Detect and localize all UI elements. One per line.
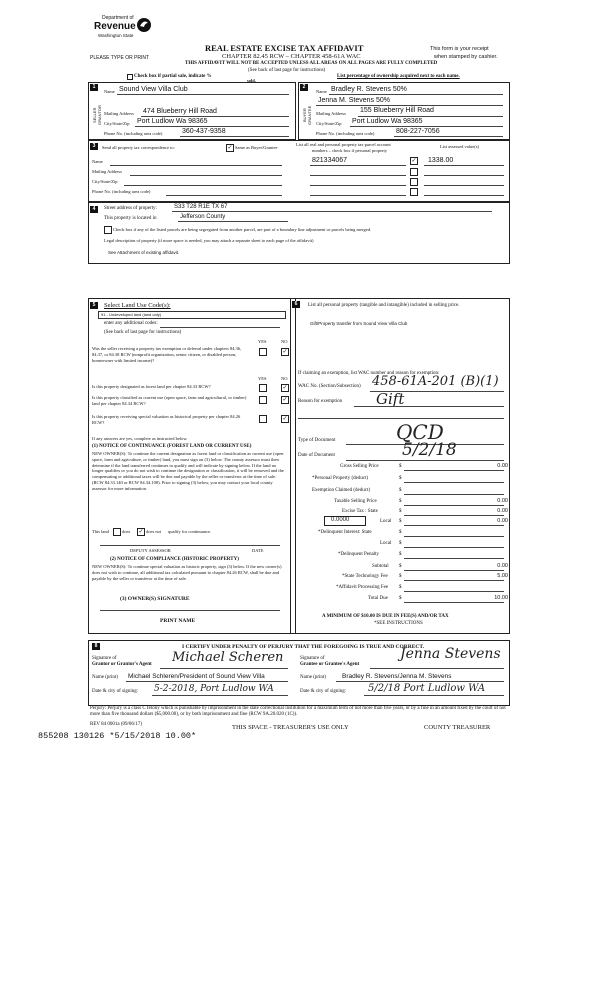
s3-phone-line (166, 195, 282, 196)
subtotal-value[interactable]: 0.00 (497, 563, 508, 569)
additional-codes-line (160, 327, 280, 328)
dor-logo-line3: Washington State (98, 33, 134, 38)
assessed-line-2 (424, 175, 504, 176)
no-header-1: NO (281, 339, 288, 344)
see-attachment[interactable]: See Attachment of existing affidavit. (108, 250, 180, 255)
grantor-print-line (126, 681, 288, 682)
parcel-header-1: List all real and personal property tax parcel account (296, 142, 391, 147)
q4-no-checkbox[interactable]: ✓ (282, 415, 288, 422)
local-dollar: $ (399, 519, 402, 524)
minimum-due-note: A MINIMUM OF $10.00 IS DUE IN FEE(S) AND/OR TAX (322, 614, 449, 619)
total-line (404, 602, 504, 603)
taxable-dollar: $ (399, 499, 402, 504)
see-instructions-note: *SEE INSTRUCTIONS (374, 621, 423, 626)
q3-yes-checkbox[interactable] (259, 396, 267, 404)
perjury-notice: Perjury: Perjury is a class C felony which is punishable by imprisonment in the state correctional institution for a maximum term of not more than five years, or by a fine in an amount fixed by the court of not more than five thousand dollars ($5,000.00), or by both imprisonment and fine (RCW 9A.20.020 (1C)). (90, 706, 506, 717)
q4-yes-checkbox[interactable] (259, 415, 267, 423)
q3-no-checkbox[interactable]: ✓ (282, 396, 288, 403)
seller-mailing-label: Mailing Address (104, 111, 134, 116)
grantee-print-label: Name (print) (300, 675, 326, 680)
grantor-signature[interactable]: Michael Scheren (172, 650, 284, 665)
tech-line (404, 580, 504, 581)
total-dollar: $ (399, 596, 402, 601)
reason-line-2 (298, 418, 504, 419)
question-3: Is this property classified as current use (open space, farm and agricultural, or timber) land per chapter 84.34 RCW? (92, 395, 247, 406)
seller-side-label: SELLER GRANTOR (92, 105, 102, 125)
no-header-2: NO (281, 376, 288, 381)
section-6-number: 6 (292, 301, 300, 308)
wa-seal-icon (136, 17, 152, 33)
s3-name-line (110, 165, 282, 166)
section-4-number: 4 (90, 206, 98, 213)
deputy-date-label: DATE (252, 548, 264, 553)
partial-sale-checkbox[interactable] (127, 74, 133, 80)
s3-city-line (124, 185, 282, 186)
continuance-body: NEW OWNER(S): To continue the current designation as forest land or classification as current use (open space, farm and agriculture, or timber) land, you must sign on (3) below. The county assessor must then determine if the land transferred continues to qualify and will indicate by signing below. If the land no longer qualifies or you do not wish to continue the designation or classification, it will be removed and the compensating or additional taxes will be due and payable by the seller or transferor at the time of sale. (RCW 84.33.140 or RCW 84.34.108). Prior to signing (3) below, you may contact your local county assessor for more information. (92, 451, 284, 491)
s3-mailing-label: Mailing Address (92, 169, 122, 174)
rate-value: 0.0000 (331, 517, 350, 523)
gift-transfer-text[interactable]: Gift/Property transfer from Sound View Villa Club (310, 321, 408, 326)
parcel-checkbox-4[interactable] (410, 188, 418, 196)
county-line (178, 221, 288, 222)
does-label: does (122, 529, 131, 534)
assessed-line-3 (424, 185, 504, 186)
parcel-checkbox-2[interactable] (410, 168, 418, 176)
buyer-side-label: BUYER GRANTEE (302, 105, 312, 125)
exemption-deduct-label: Exemption Claimed (deduct) (312, 488, 371, 493)
certify-statement: I CERTIFY UNDER PENALTY OF PERJURY THAT THE FOREGOING IS TRUE AND CORRECT. (182, 644, 425, 650)
receipt-stamp: 855208 130126 *5/15/2018 10.00* (38, 731, 197, 741)
state-dollar: $ (399, 509, 402, 514)
section-3-number: 3 (90, 143, 98, 150)
print-name-label: PRINT NAME (160, 618, 196, 624)
parcel-line-2 (310, 175, 406, 176)
section-2-number: 2 (300, 84, 308, 91)
grantee-sig-label-2: Grantee or Grantee's Agent (300, 662, 360, 667)
assessed-value[interactable]: 1338.00 (428, 157, 454, 164)
land-use-select[interactable] (98, 311, 286, 319)
reason-value[interactable]: Gift (376, 390, 405, 408)
state-tax-label: Excise Tax : State (342, 509, 378, 514)
seller-phone-label: Phone No. (including area code) (104, 131, 163, 136)
seller-phone-line (180, 136, 289, 137)
question-1: Was the seller receiving a property tax exemption or deferral under chapters 84.36, 84.37, or 84.38 RCW (nonprofit organization, senior citizen, or disabled person, homeowner with limited income)? (92, 346, 242, 363)
section-8-number: 8 (92, 643, 100, 650)
buyer-name1-line (329, 94, 503, 95)
gross-line (404, 470, 504, 471)
grantee-date-line (364, 695, 504, 696)
owner-sig-line (100, 610, 280, 611)
partial-sale-label: Check box if partial sale, indicate % (134, 74, 212, 79)
yes-header-1: YES (258, 339, 267, 344)
county-value[interactable]: Jefferson County (180, 214, 226, 220)
legal-desc-label: Legal description of property (if more space is needed, you may attach a separate sheet to each page of the affidavit) (104, 238, 314, 243)
delinquent-local-label: Local (380, 541, 392, 546)
grantor-print-label: Name (print) (92, 675, 118, 680)
delinq-pen-line (404, 558, 504, 559)
segregated-checkbox[interactable] (104, 226, 112, 234)
county-treasurer-label: COUNTY TREASURER (424, 724, 491, 731)
located-label: This property is located in (104, 216, 157, 221)
buyer-city-value[interactable]: Port Ludlow Wa 98365 (352, 118, 423, 125)
assessed-line-4 (424, 195, 504, 196)
reason-line (354, 406, 504, 407)
see-back: (See back of last page for instructions) (248, 68, 326, 73)
wac-label: WAC No. (Section/Subsection) (298, 384, 361, 389)
owner-signature-label: (3) OWNER(S) SIGNATURE (120, 596, 190, 602)
grantee-date-city-label: Date & city of signing: (300, 689, 347, 694)
affidavit-line (404, 591, 504, 592)
section-1-number: 1 (90, 84, 98, 91)
buyer-name2-line (316, 105, 503, 106)
parcel-checkbox-1[interactable]: ✓ (411, 157, 417, 164)
gross-dollar: $ (399, 464, 402, 469)
grantor-sig-label-2: Grantor or Grantor's Agent (92, 662, 152, 667)
q1-no-checkbox[interactable]: ✓ (282, 348, 288, 355)
street-value[interactable]: S33 T28 R1E TX 67 (174, 204, 228, 210)
reason-label: Reason for exemption (298, 399, 343, 404)
if-yes-note: If any answers are yes, complete as instructed below. (92, 436, 188, 441)
buyer-phone-label: Phone No. (including area code) (316, 131, 375, 136)
subtotal-line (404, 570, 504, 571)
total-due-value[interactable]: 10.00 (494, 595, 508, 601)
s3-city-label: City/State/Zip (92, 179, 118, 184)
grantee-sig-line (370, 668, 504, 669)
rate-box[interactable] (324, 516, 366, 526)
personal-line (404, 482, 504, 483)
dor-logo-line2: Revenue (94, 21, 136, 32)
q1-yes-checkbox[interactable] (259, 348, 267, 356)
parcel-line-4 (310, 195, 406, 196)
question-2: Is this property designated as forest land per chapter 84.33 RCW? (92, 384, 211, 389)
sold-label: sold. (247, 78, 256, 83)
exemption-dollar: $ (399, 488, 402, 493)
gross-label: Gross Selling Price (340, 464, 379, 469)
grantor-date-city-label: Date & city of signing: (92, 689, 139, 694)
subtotal-label: Subtotal (372, 564, 389, 569)
buyer-mailing-label: Mailing Address (316, 111, 346, 116)
seller-mailing-line (141, 116, 289, 117)
grantor-print-value[interactable]: Michael Schleren/President of Sound View Villa (128, 673, 265, 680)
exemption-line (404, 494, 504, 495)
q2-no-checkbox[interactable]: ✓ (282, 384, 288, 391)
seller-mailing-value[interactable]: 474 Blueberry Hill Road (143, 108, 217, 115)
wac-value[interactable]: 458-61A-201 (B)(1) (372, 374, 499, 389)
grantor-sig-label-1: Signature of (92, 656, 117, 661)
tech-fee-label: *State Technology Fee (342, 574, 388, 579)
buyer-phone-line (394, 136, 503, 137)
buyer-mailing-line (358, 116, 503, 117)
s3-phone-label: Phone No. (including area code) (92, 189, 151, 194)
local-tax-value[interactable]: 0.00 (497, 518, 508, 524)
personal-deduct-label: *Personal Property (deduct) (312, 476, 369, 481)
grantor-date-line (152, 695, 288, 696)
s3-mailing-line (130, 175, 282, 176)
grantee-signature[interactable]: Jenna Stevens (400, 646, 501, 662)
grantee-print-line (336, 681, 504, 682)
tech-fee-value[interactable]: 5.00 (497, 573, 508, 579)
receipt-note-2: when stamped by cashier. (434, 54, 498, 60)
list-pct-label: List percentage of ownership acquired next to each name. (337, 74, 460, 79)
local-line (404, 525, 504, 526)
type-doc-value[interactable]: QCD (396, 420, 444, 444)
street-line (172, 211, 492, 212)
buyer-name1-value[interactable]: Bradley R. Stevens 50% (331, 86, 407, 93)
land-use-label: Select Land Use Code(s): (104, 302, 171, 309)
send-correspondence-label: Send all property tax correspondence to: (102, 145, 175, 150)
assessed-line-1 (424, 165, 504, 166)
parcel-number[interactable]: 821334067 (312, 157, 348, 164)
date-doc-value[interactable]: 5/2/18 (402, 440, 457, 460)
seller-name-value[interactable]: Sound View Villa Club (119, 86, 188, 93)
deputy-line (100, 545, 280, 546)
street-label: Street address of property: (104, 206, 157, 211)
form-warning: THIS AFFIDAVIT WILL NOT BE ACCEPTED UNLESS ALL AREAS ON ALL PAGES ARE FULLY COMPLETED (185, 61, 438, 66)
same-as-buyer-checkbox[interactable]: ✓ (227, 144, 233, 151)
grantor-date-city-value[interactable]: 5-2-2018, Port Ludlow WA (154, 684, 274, 694)
form-title: REAL ESTATE EXCISE TAX AFFIDAVIT (205, 43, 364, 53)
delinq-local-line (404, 547, 504, 548)
exemption-question: If claiming an exemption, list WAC number and reason for exemption: (298, 371, 440, 376)
historic-title: (2) NOTICE OF COMPLIANCE (HISTORIC PROPERTY) (110, 557, 239, 562)
buyer-phone-value[interactable]: 808-227-7056 (396, 128, 440, 135)
grantor-sig-line (160, 668, 288, 669)
buyer-name2-value[interactable]: Jenna M. Stevens 50% (318, 97, 390, 104)
grantee-date-city-value[interactable]: 5/2/18 Port Ludlow WA (368, 683, 486, 694)
buyer-name-label: Name (316, 89, 327, 94)
personal-property-label: List all personal property (tangible and intangible) included in selling price. (308, 303, 460, 308)
does-not-checkbox[interactable]: ✓ (138, 528, 144, 535)
segregated-label: Check box if any of the listed parcels are being segregated from another parcel, are part of a boundary line adjustment or parcels being merged. (113, 227, 372, 232)
parcel-line-3 (310, 185, 406, 186)
seller-name-line (117, 94, 289, 95)
q2-yes-checkbox[interactable] (259, 384, 267, 392)
rev-number: REV 84 0001a (09/06/17) (90, 722, 142, 727)
delinq-int-dollar: $ (399, 530, 402, 535)
does-not-label: does not (146, 529, 162, 534)
s3-name-label: Name (92, 159, 103, 164)
this-land-label: This land (92, 529, 109, 534)
taxable-label: Taxable Selling Price (334, 499, 377, 504)
treasurer-only-label: THIS SPACE - TREASURER'S USE ONLY (232, 724, 349, 731)
seller-city-value[interactable]: Port Ludlow Wa 98365 (137, 118, 208, 125)
buyer-city-label: City/State/Zip (316, 121, 342, 126)
personal-dollar: $ (399, 476, 402, 481)
buyer-city-line (350, 126, 503, 127)
type-doc-label: Type of Document (298, 438, 336, 443)
additional-codes-label: enter any additional codes: (104, 321, 158, 326)
form-chapter: CHAPTER 82.45 RCW – CHAPTER 458-61A WAC (222, 53, 361, 60)
parcel-line-1 (310, 165, 406, 166)
question-4: Is this property receiving special valuation as historical property per chapter 84.26 RCW? (92, 414, 241, 425)
subtotal-dollar: $ (399, 564, 402, 569)
seller-city-line (135, 126, 289, 127)
deputy-assessor-label: DEPUTY ASSESSOR (130, 548, 171, 553)
state-tax-value[interactable]: 0.00 (497, 508, 508, 514)
delinquent-penalty-label: *Delinquent Penalty (338, 552, 379, 557)
local-tax-label: Local (380, 519, 392, 524)
affidavit-dollar: $ (399, 585, 402, 590)
parcel-header-2: numbers – check box if personal property (312, 148, 387, 153)
seller-name-label: Name (104, 89, 115, 94)
seller-phone-value[interactable]: 360-437-9358 (182, 128, 226, 135)
section-5-number: 5 (90, 302, 98, 309)
historic-body: NEW OWNER(S): To continue special valuation as historic property, sign (3) below. If the new owner(s) does not wish to continue, all additional tax calculated pursuant to chapter 84.26 RCW, shall be due and payable by the seller or transferor at the time of sale. (92, 564, 282, 581)
delinq-pen-dollar: $ (399, 552, 402, 557)
state-line (404, 515, 504, 516)
affidavit-fee-label: *Affidavit Processing Fee (336, 585, 389, 590)
same-as-buyer-label: Same as Buyer/Grantee (235, 145, 278, 150)
buyer-mailing-value[interactable]: 155 Blueberry Hill Road (360, 107, 434, 114)
delinquent-interest-label: *Delinquent Interest: State (318, 530, 372, 535)
taxable-value[interactable]: 0.00 (497, 498, 508, 504)
delinq-int-line (404, 536, 504, 537)
taxable-line (404, 505, 504, 506)
delinq-local-dollar: $ (399, 541, 402, 546)
s5-see-back: (See back of last page for instructions) (104, 330, 182, 335)
assessed-header: List assessed value(s) (440, 144, 479, 149)
date-doc-label: Date of Document (298, 453, 335, 458)
date-doc-line (346, 460, 504, 461)
receipt-note-1: This form is your receipt (430, 46, 489, 52)
total-due-label: Total Due (368, 596, 388, 601)
tech-dollar: $ (399, 574, 402, 579)
seller-city-label: City/State/Zip (104, 121, 130, 126)
type-or-print: PLEASE TYPE OR PRINT (90, 55, 150, 61)
land-use-value: 91 - Undeveloped land (land only) (101, 312, 162, 317)
parcel-checkbox-3[interactable] (410, 178, 418, 186)
yes-header-2: YES (258, 376, 267, 381)
dor-logo-line1: Department of (102, 15, 134, 21)
grantee-print-value[interactable]: Bradley R. Stevens/Jenna M. Stevens (342, 673, 452, 680)
qualify-label: qualify for continuance. (168, 529, 212, 534)
does-checkbox[interactable] (113, 528, 121, 536)
grantee-sig-label-1: Signature of (300, 656, 325, 661)
gross-value[interactable]: 0.00 (497, 463, 508, 469)
dor-logo (94, 15, 158, 41)
continuance-title: (1) NOTICE OF CONTINUANCE (FOREST LAND OR CURRENT USE) (92, 444, 252, 449)
